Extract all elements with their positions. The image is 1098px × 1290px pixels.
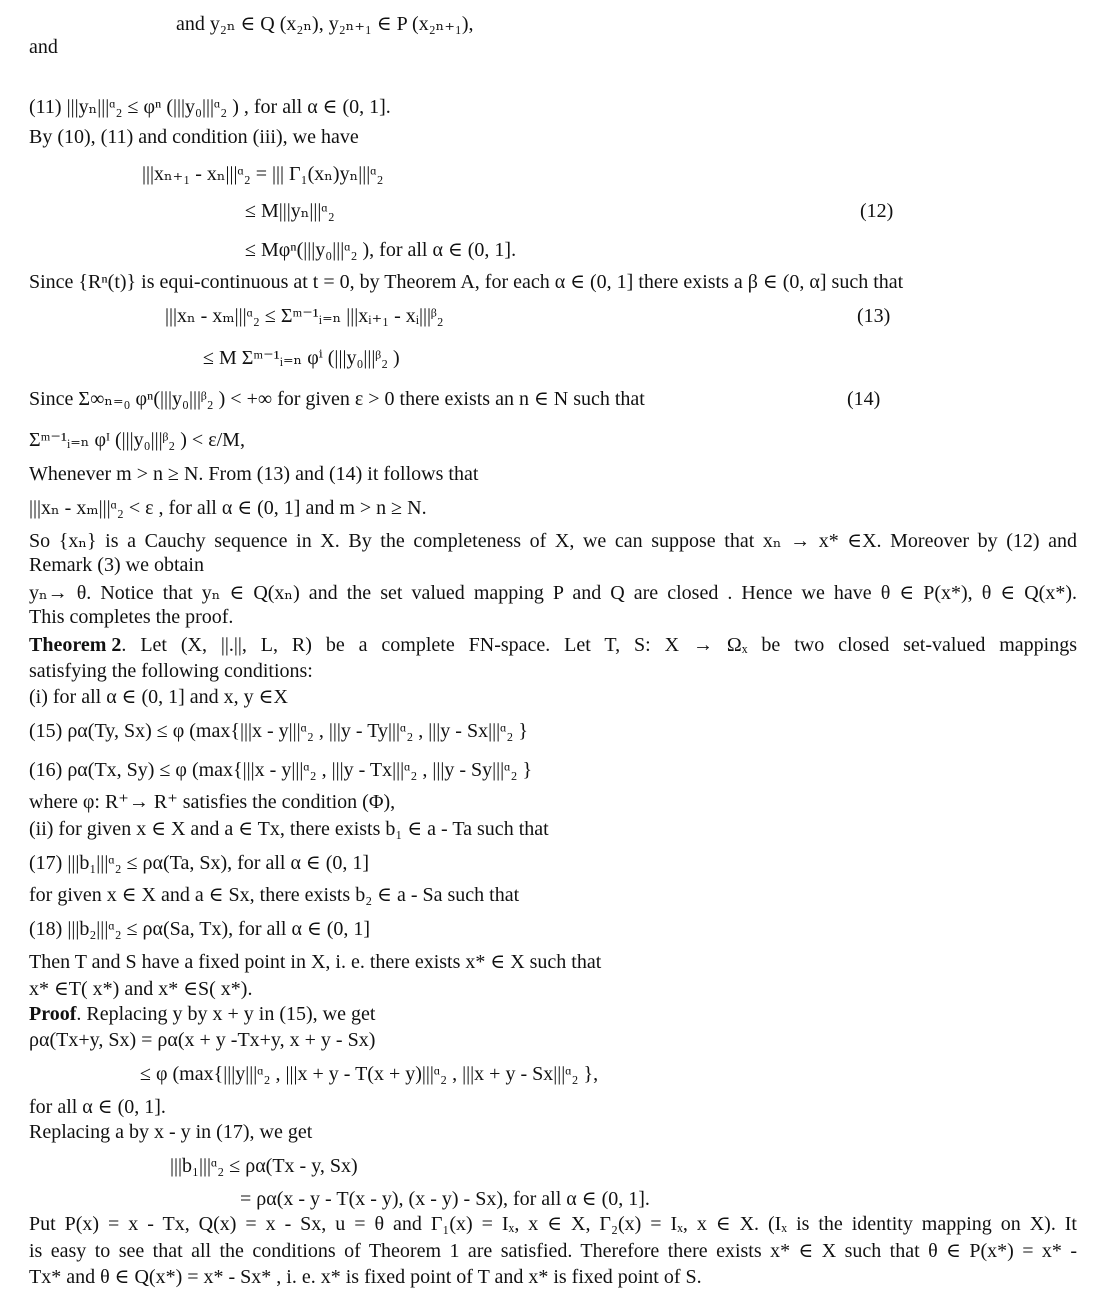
text-line: This completes the proof. xyxy=(29,606,234,628)
text-line: and y₂ₙ ∈ Q (x₂ₙ), y₂ₙ₊₁ ∈ P (x₂ₙ₊₁), xyxy=(176,13,474,35)
text-line: Replacing a by x - y in (17), we get xyxy=(29,1121,313,1143)
equation-number-12: (12) xyxy=(860,200,894,222)
text-line: Whenever m > n ≥ N. From (13) and (14) it follows that xyxy=(29,463,479,485)
equation-line: |||xₙ - xₘ|||ᵅ₂ < ε , for all α ∈ (0, 1] and m > n ≥ N. xyxy=(29,497,427,519)
text-line: Remark (3) we obtain xyxy=(29,554,204,576)
theorem-label: Theorem 2 xyxy=(29,634,122,656)
text-line: yₙ→ θ. Notice that yₙ ∈ Q(xₙ) and the set valued mapping P and Q are closed . Hence we have θ ∈ P(x*), θ ∈ Q(x*). xyxy=(29,582,1077,604)
text-line: Tx* and θ ∈ Q(x*) = x* - Sx* , i. e. x* is fixed point of T and x* is fixed point of S. xyxy=(29,1266,702,1288)
text-line: x* ∈T( x*) and x* ∈S( x*). xyxy=(29,978,253,1000)
text-line: Then T and S have a fixed point in X, i. e. there exists x* ∈ X such that xyxy=(29,951,602,973)
equation-18: (18) |||b₂|||ᵅ₂ ≤ ρα(Sa, Tx), for all α ∈ (0, 1] xyxy=(29,918,371,940)
equation-16: (16) ρα(Tx, Sy) ≤ φ (max{|||x - y|||ᵅ₂ , |||y - Tx|||ᵅ₂ , |||y - Sy|||ᵅ₂ } xyxy=(29,759,533,781)
equation-line: Σᵐ⁻¹ᵢ₌ₙ φᴵ (|||y₀|||ᵝ₂ ) < ε/M, xyxy=(29,429,245,451)
text-line: (i) for all α ∈ (0, 1] and x, y ∈X xyxy=(29,686,288,708)
text-line: is easy to see that all the conditions of Theorem 1 are satisfied. Therefore there exists x* ∈ X such that θ ∈ P(x*) = x* - xyxy=(29,1240,1077,1262)
equation-line: |||xₙ₊₁ - xₙ|||ᵅ₂ = ||| Γ₁(xₙ)yₙ|||ᵅ₂ xyxy=(142,163,384,185)
text-line: . Replacing y by x + y in (15), we get xyxy=(76,1003,376,1025)
equation-number-13: (13) xyxy=(857,305,891,327)
text-line: Since {Rⁿ(t)} is equi-continuous at t = 0, by Theorem A, for each α ∈ (0, 1] there exists a β ∈ (0, α] such that xyxy=(29,271,904,293)
text-line: (ii) for given x ∈ X and a ∈ Tx, there exists b₁ ∈ a - Ta such that xyxy=(29,818,549,840)
equation-line: ≤ Mφⁿ(|||y₀|||ᵅ₂ ), for all α ∈ (0, 1]. xyxy=(245,239,517,261)
text-line: ρα(Tx+y, Sx) = ρα(x + y -Tx+y, x + y - Sx) xyxy=(29,1029,376,1051)
proof-label: Proof xyxy=(29,1003,77,1025)
theorem-2-line xyxy=(29,633,1077,657)
equation-15: (15) ρα(Ty, Sx) ≤ φ (max{|||x - y|||ᵅ₂ , |||y - Ty|||ᵅ₂ , |||y - Sx|||ᵅ₂ } xyxy=(29,720,528,742)
text-line: Since Σ∞ₙ₌₀ φⁿ(|||y₀|||ᵝ₂ ) < +∞ for given ε > 0 there exists an n ∈ N such that xyxy=(29,388,645,410)
equation-11: (11) |||yₙ|||ᵅ₂ ≤ φⁿ (|||y₀|||ᵅ₂ ) , for all α ∈ (0, 1]. xyxy=(29,96,391,118)
text-line: for all α ∈ (0, 1]. xyxy=(29,1096,166,1118)
proof-line xyxy=(29,1002,375,1026)
equation-line: ≤ φ (max{|||y|||ᵅ₂ , |||x + y - T(x + y)|||ᵅ₂ , |||x + y - Sx|||ᵅ₂ }, xyxy=(140,1063,599,1085)
equation-line: = ρα(x - y - T(x - y), (x - y) - Sx), for all α ∈ (0, 1]. xyxy=(240,1188,650,1210)
equation-17: (17) |||b₁|||ᵅ₂ ≤ ρα(Ta, Sx), for all α ∈ (0, 1] xyxy=(29,852,370,874)
text-line: So {xₙ} is a Cauchy sequence in X. By the completeness of X, we can suppose that xₙ → x* ∈X. Moreover by (12) and xyxy=(29,530,1077,552)
equation-13: |||xₙ - xₘ|||ᵅ₂ ≤ Σᵐ⁻¹ᵢ₌ₙ |||xᵢ₊₁ - xᵢ|||ᵝ₂ xyxy=(165,305,444,327)
equation-line: |||b₁|||ᵅ₂ ≤ ρα(Tx - y, Sx) xyxy=(170,1155,358,1177)
text-line: Put P(x) = x - Tx, Q(x) = x - Sx, u = θ and Γ₁(x) = Iₓ, x ∈ X, Γ₂(x) = Iₓ, x ∈ X. (Iₓ is the identity mapping on X). It xyxy=(29,1213,1077,1235)
equation-number-14: (14) xyxy=(847,388,881,410)
text-line: and xyxy=(29,36,58,58)
text-line: where φ: R⁺→ R⁺ satisfies the condition (Φ), xyxy=(29,791,396,813)
text-line: By (10), (11) and condition (iii), we have xyxy=(29,126,359,148)
text-line: . Let (X, ||.||, L, R) be a complete FN-space. Let T, S: X → Ωₓ be two closed set-valued mappings xyxy=(121,634,1077,656)
equation-line: ≤ M|||yₙ|||ᵅ₂ xyxy=(245,200,335,222)
text-line: satisfying the following conditions: xyxy=(29,660,313,682)
equation-line: ≤ M Σᵐ⁻¹ᵢ₌ₙ φⁱ (|||y₀|||ᵝ₂ ) xyxy=(203,347,400,369)
text-line: for given x ∈ X and a ∈ Sx, there exists b₂ ∈ a - Sa such that xyxy=(29,884,520,906)
